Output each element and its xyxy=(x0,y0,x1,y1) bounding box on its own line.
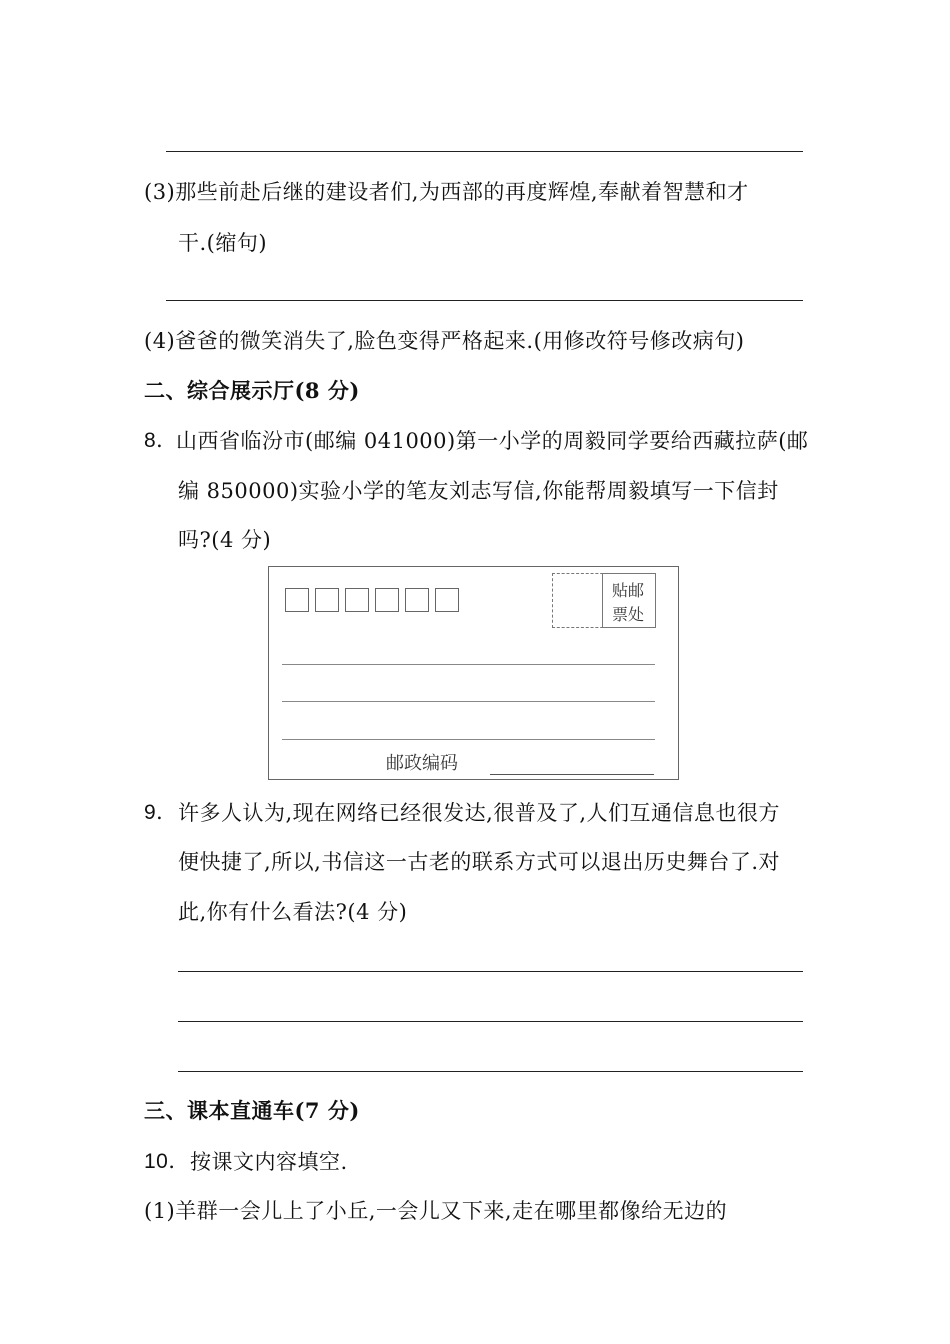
zip-box[interactable] xyxy=(315,588,339,612)
q4-text: (4)爸爸的微笑消失了,脸色变得严格起来.(用修改符号修改病句) xyxy=(144,329,745,353)
postal-code-line[interactable] xyxy=(490,774,654,775)
q8-line1: 山西省临汾市(邮编 041000)第一小学的周毅同学要给西藏拉萨(邮 xyxy=(176,429,809,453)
q8-line2: 编 850000)实验小学的笔友刘志写信,你能帮周毅填写一下信封 xyxy=(178,479,779,503)
q9-answer-line[interactable] xyxy=(178,971,803,972)
address-line[interactable] xyxy=(282,701,655,702)
q10-text: 按课文内容填空. xyxy=(190,1150,348,1174)
q9-answer-line[interactable] xyxy=(178,1021,803,1022)
stamp-area xyxy=(552,573,656,628)
stamp-placeholder xyxy=(552,573,608,628)
stamp-label-bottom: 票处 xyxy=(612,605,645,624)
envelope xyxy=(268,566,679,780)
postal-code-label: 邮政编码 xyxy=(386,753,458,774)
zip-box[interactable] xyxy=(285,588,309,612)
q9-line3: 此,你有什么看法?(4 分) xyxy=(178,900,408,924)
section-3-title: 三、课本直通车(7 分) xyxy=(144,1098,360,1123)
address-line[interactable] xyxy=(282,664,655,665)
q9-number: 9． xyxy=(144,801,178,824)
zip-box[interactable] xyxy=(435,588,459,612)
q10-sub1: (1)羊群一会儿上了小丘,一会儿又下来,走在哪里都像给无边的 xyxy=(144,1199,728,1223)
address-line[interactable] xyxy=(282,739,655,740)
q8-line3: 吗?(4 分) xyxy=(178,528,272,552)
q3-line1: (3)那些前赴后继的建设者们,为西部的再度辉煌,奉献着智慧和才 xyxy=(144,180,749,204)
stamp-label-top: 贴邮 xyxy=(612,581,645,600)
section-2-title: 二、综合展示厅(8 分) xyxy=(144,378,360,403)
q9-line1: 许多人认为,现在网络已经很发达,很普及了,人们互通信息也很方 xyxy=(178,801,781,825)
q3-answer-line[interactable] xyxy=(166,300,803,301)
q9-answer-line[interactable] xyxy=(178,1071,803,1072)
zip-box[interactable] xyxy=(405,588,429,612)
q10-number: 10． xyxy=(144,1150,190,1173)
zip-box[interactable] xyxy=(375,588,399,612)
zip-box[interactable] xyxy=(345,588,369,612)
stamp-label xyxy=(602,573,656,628)
answer-line[interactable] xyxy=(166,151,803,152)
q3-line2: 干.(缩句) xyxy=(178,231,268,255)
q9-line2: 便快捷了,所以,书信这一古老的联系方式可以退出历史舞台了.对 xyxy=(178,850,781,874)
q8-number: 8． xyxy=(144,429,178,452)
